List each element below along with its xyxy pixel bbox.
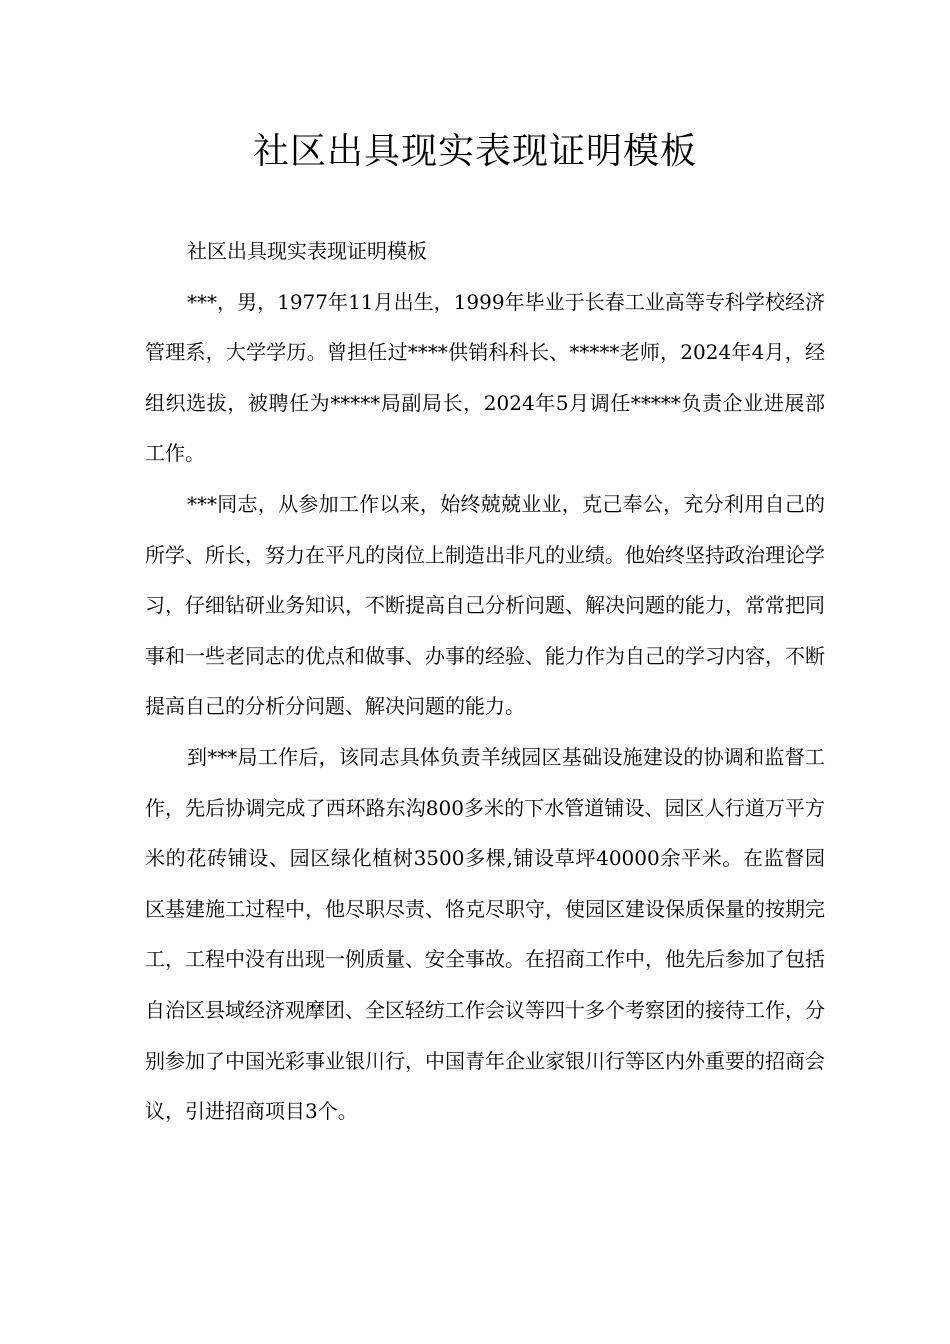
- document-body: [145, 226, 825, 1137]
- paragraph-biography: ***，男，1977年11月出生，1999年毕业于长春工业高等专科学校经济管理系，大学学历。曾担任过****供销科科长、*****老师，2024年4月，经组织选拔，被聘任为*****局副局长，2024年5月调任*****负责企业进展部工作。: [145, 289, 825, 466]
- paragraph-heading: 社区出具现实表现证明模板: [187, 239, 427, 263]
- document-title: 社区出具现实表现证明模板: [252, 131, 697, 172]
- paragraph-work-attitude: ***同志，从参加工作以来，始终兢兢业业，克己奉公，充分利用自己的所学、所长，努力在平凡的岗位上制造出非凡的业绩。他始终坚持政治理论学习，仔细钻研业务知识，不断提高自己分析问题、解决问题的能力，常常把同事和一些老同志的优点和做事、办事的经验、能力作为自己的学习内容，不断提高自己的分析分问题、解决问题的能力。: [145, 491, 825, 719]
- paragraph-achievements: 到***局工作后，该同志具体负责羊绒园区基础设施建设的协调和监督工作，先后协调完成了西环路东沟800多米的下水管道铺设、园区人行道万平方米的花砖铺设、园区绿化植树3500多棵,铺设草坪40000余平米。在监督园区基建施工过程中，他尽职尽责、恪克尽职守，使园区建设保质保量的按期完工，工程中没有出现一例质量、安全事故。在招商工作中，他先后参加了包括自治区县域经济观摩团、全区轻纺工作会议等四十多个考察团的接待工作，分别参加了中国光彩事业银川行，中国青年企业家银川行等区内外重要的招商会议，引进招商项目3个。: [145, 744, 825, 1124]
